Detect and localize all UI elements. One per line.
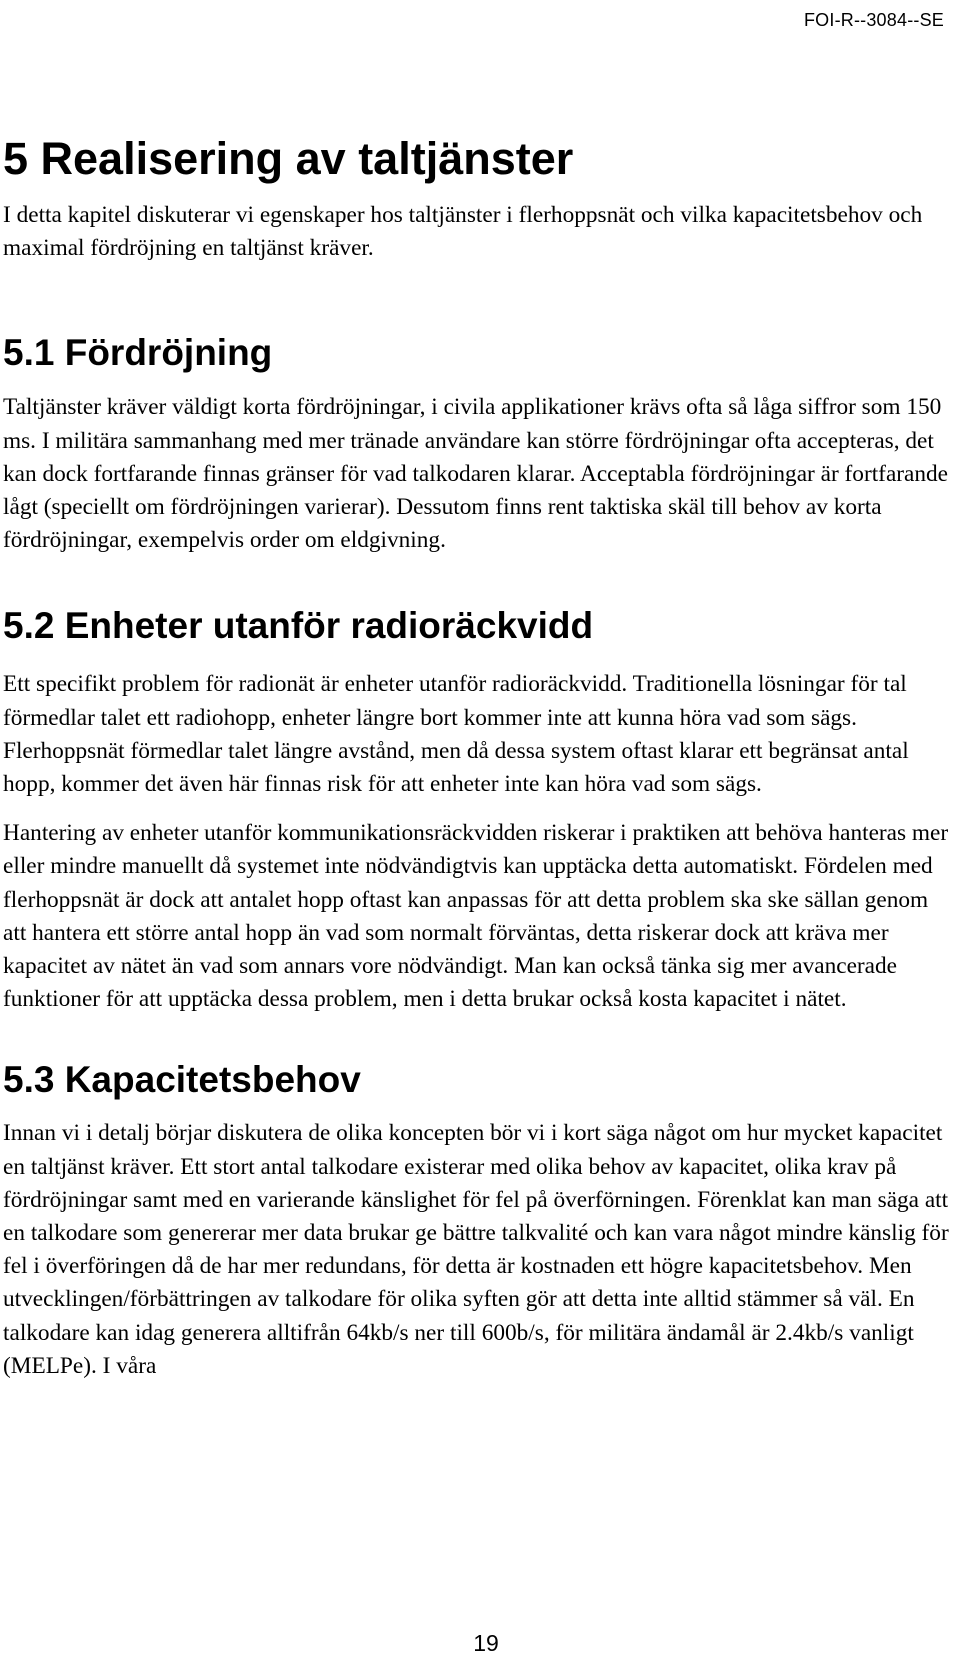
- chapter-heading: 5 Realisering av taltjänster: [3, 133, 574, 184]
- section-5-2-paragraph-2: Hantering av enheter utanför kommunikationsräckvidden riskerar i praktiken att behöva hanteras mer eller mindre manuellt då systemet inte nödvändigtvis kan upptäcka detta automatiskt. Fördelen med flerhoppsnät är dock att antalet hopp oftast kan anpassas för att detta problem ska ske sällan genom att hantera ett större antal hopp än vad som normalt förväntas, detta riskerar dock att kräva mer kapacitet av nätet än vad som annars vore nödvändigt. Man kan också tänka sig mer avancerade funktioner för att upptäcka dessa problem, men i detta brukar också kosta kapacitet i nätet.: [3, 820, 949, 1013]
- section-5-2-paragraph-1: Ett specifikt problem för radionät är enheter utanför radioräckvidd. Traditionella lösningar för tal förmedlar talet ett radiohopp, enheter längre bort kommer inte att kunna höra vad som sägs. Flerhoppsnät förmedlar talet längre avstånd, men då dessa system oftast klarar ett begränsat antal hopp, kommer det även här finnas risk för att enheter inte kan höra vad som sägs.: [3, 671, 909, 798]
- section-heading-5-2: 5.2 Enheter utanför radioräckvidd: [3, 605, 594, 647]
- section-heading-5-3: 5.3 Kapacitetsbehov: [3, 1059, 361, 1101]
- section-5-1-paragraph: Taltjänster kräver väldigt korta fördröjningar, i civila applikationer krävs ofta så låga siffror som 150 ms. I militära sammanhang med mer tränade användare kan större fördröjningar ofta accepteras, det kan dock fortfarande finnas gränser för vad talkodaren klarar. Acceptabla fördröjningar är fortfarande lågt (speciellt om fördröjningen varierar). Dessutom finns rent taktiska skäl till behov av korta fördröjningar, exempelvis order om eldgivning.: [3, 394, 949, 554]
- document-id: FOI-R--3084--SE: [803, 10, 944, 30]
- page-number: 19: [473, 1630, 499, 1656]
- section-5-3-paragraph: Innan vi i detalj börjar diskutera de olika koncepten bör vi i kort säga något om hur mycket kapacitet en taltjänst kräver. Ett stort antal talkodare existerar med olika behov av kapacitet, olika krav på fördröjningar samt med en varierande känslighet för fel på överförningen. Förenklat kan man säga att en talkodare som genererar mer data brukar ge bättre talkvalité och kan vara något mindre känslig för fel i överföringen då de har mer redundans, för detta är kostnaden ett högre kapacitetsbehov. Men utvecklingen/förbättringen av talkodare för olika syften gör att detta inte alltid stämmer så väl. En talkodare kan idag generera alltifrån 64kb/s ner till 600b/s, för militära ändamål är 2.4kb/s vanligt (MELPe). I våra: [3, 1120, 949, 1379]
- page-content: [3, 0, 951, 1383]
- chapter-intro-paragraph: I detta kapitel diskuterar vi egenskaper hos taltjänster i flerhoppsnät och vilka kapacitetsbehov och maximal fördröjning en taltjänst kräver.: [3, 202, 923, 262]
- section-heading-5-1: 5.1 Fördröjning: [3, 332, 273, 374]
